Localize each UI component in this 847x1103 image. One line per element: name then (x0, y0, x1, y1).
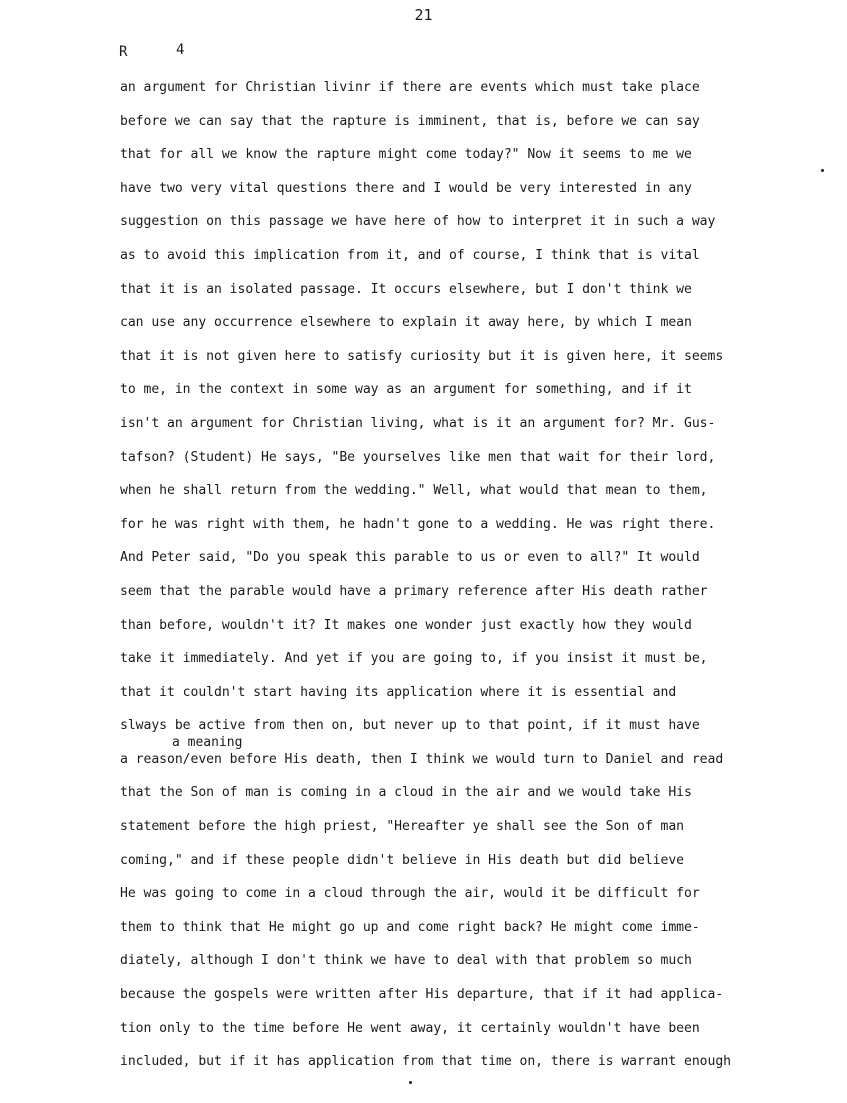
text-line: tafson? (Student) He says, "Be yourselves like men that wait for their lord, (120, 449, 716, 465)
text-line: that it is an isolated passage. It occurs elsewhere, but I don't think we (120, 281, 692, 297)
paper-speck (821, 169, 824, 172)
text-line: He was going to come in a cloud through the air, would it be difficult for (120, 886, 700, 902)
text-line: than before, wouldn't it? It makes one wonder just exactly how they would (120, 617, 692, 633)
text-line: for he was right with them, he hadn't gone to a wedding. He was right there. (120, 516, 716, 532)
text-line: take it immediately. And yet if you are going to, if you insist it must be, (120, 651, 708, 667)
section-letter: R (119, 44, 128, 60)
section-number: 4 (176, 42, 185, 58)
text-line: that the Son of man is coming in a cloud in the air and we would take His (120, 785, 692, 801)
text-line: as to avoid this implication from it, and of course, I think that is vital (120, 247, 700, 263)
text-line: coming," and if these people didn't believe in His death but did believe (120, 852, 684, 868)
text-line: statement before the high priest, "Hereafter ye shall see the Son of man (120, 819, 684, 835)
text-line: because the gospels were written after His departure, that if it had applica- (120, 987, 724, 1003)
text-line: included, but if it has application from that time on, there is warrant enough (120, 1054, 731, 1070)
text-line: a reason/even before His death, then I think we would turn to Daniel and read (120, 751, 724, 767)
body-text (120, 78, 800, 1086)
text-line: them to think that He might go up and come right back? He might come imme- (120, 919, 700, 935)
interlinear-insert: a meaning (172, 735, 243, 750)
text-line: isn't an argument for Christian living, what is it an argument for? Mr. Gus- (120, 415, 716, 431)
text-line: tion only to the time before He went away, it certainly wouldn't have been (120, 1020, 700, 1036)
text-line: diately, although I don't think we have to deal with that problem so much (120, 953, 692, 969)
text-line: that it couldn't start having its application where it is essential and (120, 684, 677, 700)
paper-speck (409, 1081, 412, 1084)
text-line: suggestion on this passage we have here of how to interpret it in such a way (120, 214, 716, 230)
text-line: can use any occurrence elsewhere to explain it away here, by which I mean (120, 315, 692, 331)
text-line: seem that the parable would have a primary reference after His death rather (120, 583, 708, 599)
text-line: slways be active from then on, but never up to that point, if it must have (120, 718, 700, 734)
page-number: 21 (414, 6, 433, 24)
text-line: when he shall return from the wedding." Well, what would that mean to them, (120, 483, 708, 499)
text-line: have two very vital questions there and I would be very interested in any (120, 180, 692, 196)
text-line: an argument for Christian livinr if there are events which must take place (120, 80, 700, 95)
text-line: that it is not given here to satisfy curiosity but it is given here, it seems (120, 348, 724, 364)
text-line: that for all we know the rapture might come today?" Now it seems to me we (120, 147, 692, 163)
text-line: before we can say that the rapture is imminent, that is, before we can say (120, 113, 700, 129)
text-line: And Peter said, "Do you speak this parable to us or even to all?" It would (120, 550, 700, 566)
text-line: to me, in the context in some way as an argument for something, and if it (120, 382, 692, 398)
